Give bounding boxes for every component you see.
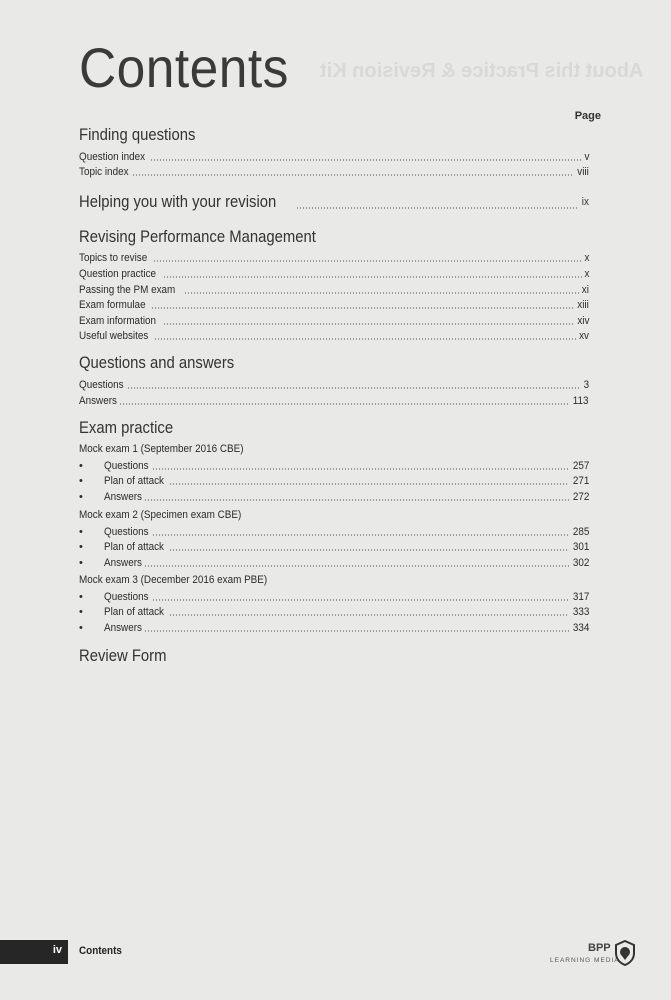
toc-entry-label: Topic index xyxy=(79,166,129,178)
toc-entry[interactable] xyxy=(79,314,589,328)
toc-entry-page: 333 xyxy=(572,606,589,618)
bullet: • xyxy=(79,557,83,569)
bullet: • xyxy=(79,622,83,634)
section-heading-revising: Revising Performance Management xyxy=(79,228,316,246)
bullet: • xyxy=(79,475,83,487)
bullet: • xyxy=(79,526,83,538)
toc-entry-label: Exam information xyxy=(79,315,157,327)
toc-entry[interactable] xyxy=(79,283,589,297)
dot-leader xyxy=(153,260,582,262)
dot-leader xyxy=(184,292,579,294)
toc-entry[interactable] xyxy=(79,394,589,408)
mock-exam-title: Mock exam 2 (Specimen exam CBE) xyxy=(79,509,242,521)
toc-entry[interactable] xyxy=(79,378,589,392)
dot-leader xyxy=(150,159,581,161)
toc-entry-page: 113 xyxy=(573,395,589,407)
brand-name: BPP xyxy=(588,942,611,954)
toc-entry[interactable] xyxy=(79,329,589,343)
dot-leader xyxy=(169,483,569,485)
toc-entry[interactable] xyxy=(79,490,589,504)
toc-entry-label: Answers xyxy=(104,622,142,634)
toc-entry[interactable] xyxy=(79,150,589,164)
section-heading-review: Review Form xyxy=(79,647,167,665)
toc-entry-page: 317 xyxy=(572,591,589,603)
toc-entry-label: Questions xyxy=(104,460,149,472)
toc-entry[interactable] xyxy=(79,556,589,570)
toc-entry-helping[interactable] xyxy=(79,192,589,212)
brand-subtitle: LEARNING MEDIA xyxy=(550,957,620,964)
toc-entry-label: Plan of attack xyxy=(104,475,164,487)
toc-entry[interactable] xyxy=(79,459,589,473)
toc-entry-label: Helping you with your revision xyxy=(79,193,277,211)
dot-leader xyxy=(144,499,568,501)
mock-exam-title: Mock exam 1 (September 2016 CBE) xyxy=(79,443,244,455)
toc-entry-page: viii xyxy=(577,166,589,178)
dot-leader xyxy=(296,207,579,209)
section-heading-finding: Finding questions xyxy=(79,126,196,144)
toc-entry-page: xiii xyxy=(577,299,589,311)
toc-entry-page: 257 xyxy=(572,460,589,472)
dot-leader xyxy=(144,630,568,632)
toc-entry[interactable] xyxy=(79,540,589,554)
toc-entry-page: 302 xyxy=(572,557,589,569)
toc-entry-page: x xyxy=(584,268,589,280)
toc-entry[interactable] xyxy=(79,590,589,604)
bullet: • xyxy=(79,591,83,603)
page-title: Contents xyxy=(79,36,289,99)
toc-entry[interactable] xyxy=(79,267,589,281)
toc-entry-label: Useful websites xyxy=(79,330,149,342)
bullet: • xyxy=(79,606,83,618)
toc-entry-page: 285 xyxy=(572,526,589,538)
mock-exam-title: Mock exam 3 (December 2016 exam PBE) xyxy=(79,574,268,586)
bullet: • xyxy=(79,491,83,503)
toc-entry[interactable] xyxy=(79,605,589,619)
toc-entry-page: xv xyxy=(579,330,589,342)
toc-entry[interactable] xyxy=(79,474,589,488)
toc-entry[interactable] xyxy=(79,251,589,265)
dot-leader xyxy=(163,276,582,278)
dot-leader xyxy=(152,534,569,536)
toc-entry-label: Topics to revise xyxy=(79,252,148,264)
toc-entry-label: Answers xyxy=(104,491,142,503)
dot-leader xyxy=(169,549,569,551)
toc-entry-label: Questions xyxy=(104,526,149,538)
toc-entry-label: Questions xyxy=(104,591,149,603)
toc-entry-label: Question practice xyxy=(79,268,157,280)
footer-section-label: Contents xyxy=(79,945,122,957)
bleed-through-text: About this Practice & Revision Kit xyxy=(320,60,644,82)
bullet: • xyxy=(79,541,83,553)
dot-leader xyxy=(154,338,576,340)
dot-leader xyxy=(163,323,574,325)
section-heading-qa: Questions and answers xyxy=(79,354,235,372)
toc-entry[interactable] xyxy=(79,165,589,179)
toc-entry-page: ix xyxy=(581,196,589,208)
toc-entry-page: x xyxy=(584,252,589,264)
toc-entry-page: xiv xyxy=(576,315,589,327)
toc-entry[interactable] xyxy=(79,621,589,635)
dot-leader xyxy=(127,387,581,389)
toc-entry-label: Questions xyxy=(79,379,124,391)
toc-entry[interactable] xyxy=(79,525,589,539)
dot-leader xyxy=(132,174,574,176)
dot-leader xyxy=(144,565,568,567)
toc-entry-page: 272 xyxy=(572,491,589,503)
toc-entry-page: 301 xyxy=(572,541,589,553)
toc-entry-label: Plan of attack xyxy=(104,606,164,618)
toc-entry[interactable] xyxy=(79,298,589,312)
dot-leader xyxy=(169,614,569,616)
toc-entry-page: v xyxy=(584,151,589,163)
toc-entry-page: 3 xyxy=(583,379,589,391)
page-number: iv xyxy=(52,944,62,956)
section-heading-exam: Exam practice xyxy=(79,419,174,437)
publisher-logo xyxy=(548,940,638,974)
dot-leader xyxy=(119,403,569,405)
dot-leader xyxy=(152,599,569,601)
toc-entry-label: Question index xyxy=(79,151,146,163)
toc-entry-label: Answers xyxy=(79,395,117,407)
toc-entry-page: xi xyxy=(581,284,589,296)
toc-entry-page: 271 xyxy=(572,475,589,487)
toc-entry-page: 334 xyxy=(572,622,589,634)
dot-leader xyxy=(152,468,569,470)
page-column-label: Page xyxy=(574,110,601,122)
toc-entry-label: Exam formulae xyxy=(79,299,146,311)
toc-entry-label: Passing the PM exam xyxy=(79,284,176,296)
page-number-tab xyxy=(0,940,68,964)
toc-entry-label: Answers xyxy=(104,557,142,569)
toc-entry-label: Plan of attack xyxy=(104,541,164,553)
bullet: • xyxy=(79,460,83,472)
dot-leader xyxy=(151,307,574,309)
lion-shield-icon xyxy=(614,940,636,966)
